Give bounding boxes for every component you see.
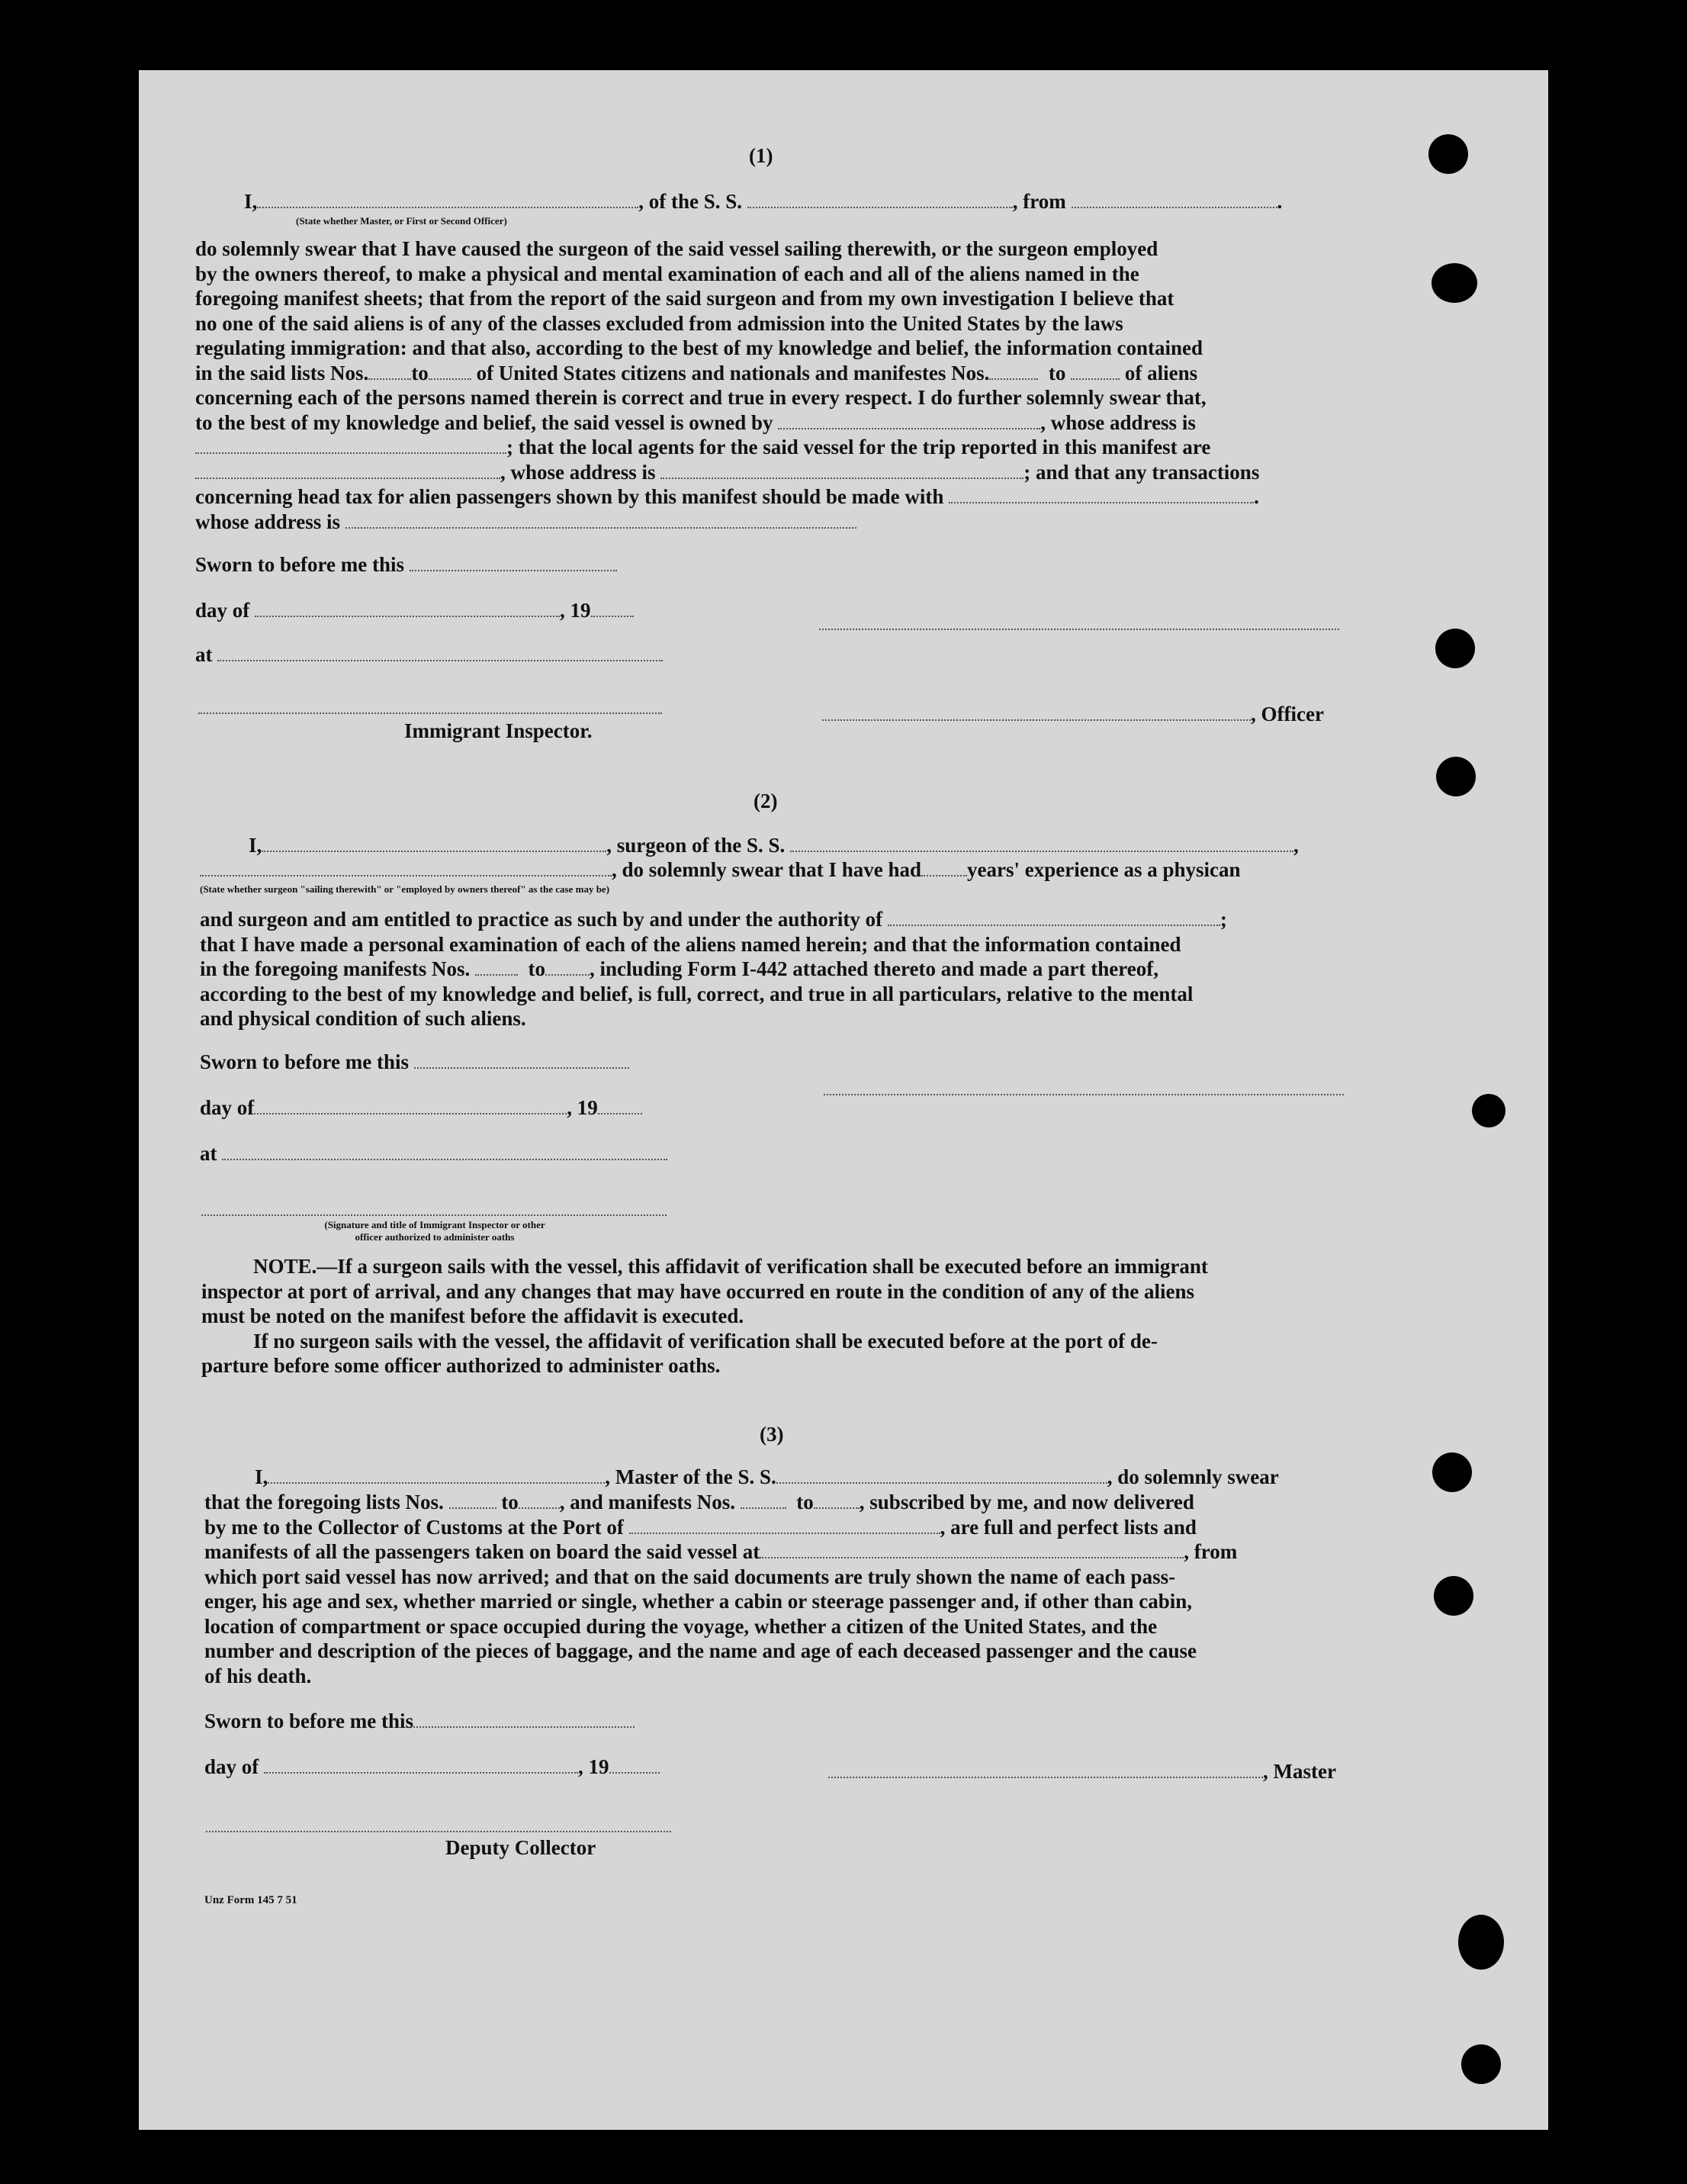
body-line: according to the best of my knowledge and belief, is full, correct, and true in all particulars, relative to the mental	[200, 982, 1194, 1005]
deputy-signature-line[interactable]	[206, 1831, 671, 1832]
body-line: regulating immigration: and that also, according to the best of my knowledge and belief, the information contained	[195, 336, 1203, 359]
surgeon-status-field[interactable]	[200, 858, 612, 876]
body-line: that I have made a personal examination of each of the aliens named herein; and that the information contained	[200, 932, 1181, 956]
at-label: at	[200, 1141, 667, 1166]
agent-address-line: , whose address is ; and that any transactions	[195, 460, 1339, 485]
body-line: and physical condition of such aliens.	[200, 1007, 526, 1030]
authority-field[interactable]	[888, 908, 1220, 926]
section-1-intro-line: I, , of the S. S. , from .	[244, 190, 1283, 213]
master-note: (State whether Master, or First or Second Officer)	[296, 215, 507, 227]
note-line: If no surgeon sails with the vessel, the affidavit of verification shall be executed before at the port of de-	[253, 1329, 1158, 1353]
body-line: no one of the said aliens is of any of the classes excluded from admission into the United States by the laws	[195, 311, 1123, 335]
month-field[interactable]	[254, 1096, 567, 1115]
section-2-intro-line: I, , surgeon of the S. S. ,	[249, 834, 1299, 857]
vessel-name-field[interactable]	[790, 834, 1293, 852]
list-to-field[interactable]	[429, 362, 471, 380]
signature-note: (Signature and title of Immigrant Inspector or other officer authorized to administer oaths	[324, 1219, 545, 1243]
note-block	[201, 1254, 1345, 1378]
punch-hole	[1435, 629, 1475, 668]
punch-hole	[1428, 134, 1468, 174]
officer-name-field[interactable]	[257, 190, 638, 208]
manifests-line: in the foregoing manifests Nos. to , including Form I-442 attached thereto and made a part thereof,	[200, 957, 1158, 980]
body-line: of his death.	[204, 1664, 312, 1687]
section-2-heading: (2)	[754, 790, 778, 812]
note-line: inspector at port of arrival, and any changes that may have occurred en route in the condition of any of the aliens	[201, 1279, 1194, 1303]
officer-signature-field[interactable]	[822, 703, 1251, 721]
sworn-label: Sworn to before me this	[204, 1709, 635, 1733]
years-field[interactable]	[921, 858, 967, 876]
departure-port-field[interactable]	[1072, 190, 1277, 208]
local-agents-field[interactable]	[195, 461, 500, 479]
sworn-label: Sworn to before me this	[195, 552, 617, 577]
owner-field[interactable]	[778, 411, 1040, 429]
punch-hole	[1461, 2044, 1501, 2084]
head-tax-line: concerning head tax for alien passengers shown by this manifest should be made with .	[195, 485, 1259, 508]
manifest-to-field[interactable]	[814, 1491, 860, 1509]
body-line: number and description of the pieces of baggage, and the name and age of each deceased passenger and the cause	[204, 1639, 1197, 1662]
month-field[interactable]	[264, 1755, 578, 1774]
section-3-body	[204, 1490, 1348, 1688]
punch-hole	[1434, 1576, 1473, 1616]
master-signature: , Master	[828, 1759, 1336, 1784]
agent-address-field[interactable]	[660, 461, 1023, 479]
body-line: concerning each of the persons named therein is correct and true in every respect. I do further solemnly swear that,	[195, 386, 1207, 409]
lists-line: in the said lists Nos. to of United States citizens and nationals and manifestes Nos. to of aliens	[195, 361, 1198, 384]
head-tax-address-line: whose address is	[195, 510, 1339, 535]
punch-hole	[1436, 757, 1476, 796]
day-of-label: day of , 19	[195, 598, 634, 622]
section-3-intro-line: I, , Master of the S. S. , do solemnly swear	[255, 1465, 1279, 1488]
surgeon-signature-line[interactable]	[824, 1094, 1344, 1095]
manifest-from-field[interactable]	[741, 1491, 786, 1509]
note-line: parture before some officer authorized to administer oaths.	[201, 1354, 721, 1377]
at-place-field[interactable]	[222, 1142, 667, 1160]
from-label: , from	[1012, 190, 1066, 213]
section-1-heading: (1)	[749, 144, 773, 167]
year-field[interactable]	[598, 1096, 642, 1115]
deputy-collector-label: Deputy Collector	[445, 1836, 596, 1859]
surgeon-name-field[interactable]	[262, 834, 606, 852]
month-field[interactable]	[255, 599, 560, 617]
officer-signature: , Officer	[822, 702, 1324, 726]
body-line: by the owners thereof, to make a physical and mental examination of each and all of the aliens named in the	[195, 262, 1139, 285]
manifest-to-field[interactable]	[1071, 362, 1120, 380]
head-tax-address-field[interactable]	[345, 510, 856, 529]
sworn-date-field[interactable]	[414, 1050, 629, 1069]
agents-line: ; that the local agents for the said vessel for the trip reported in this manifest are	[195, 435, 1339, 460]
year-field[interactable]	[591, 599, 634, 617]
boarding-line: manifests of all the passengers taken on board the said vessel at , from	[204, 1540, 1238, 1563]
owner-address-field[interactable]	[195, 436, 506, 454]
list-from-field[interactable]	[449, 1491, 496, 1509]
manifest-from-field[interactable]	[475, 957, 518, 976]
punch-hole	[1432, 1452, 1472, 1492]
section-3-heading: (3)	[760, 1423, 784, 1446]
form-id: Unz Form 145 7 51	[204, 1894, 297, 1906]
note-line: must be noted on the manifest before the affidavit is executed.	[201, 1304, 744, 1327]
punch-hole	[1458, 1915, 1504, 1970]
sworn-date-field[interactable]	[410, 553, 617, 571]
manifest-to-field[interactable]	[545, 957, 590, 976]
boarding-port-field[interactable]	[760, 1540, 1184, 1558]
manifest-from-field[interactable]	[989, 362, 1038, 380]
at-place-field[interactable]	[217, 643, 663, 661]
port-field[interactable]	[629, 1516, 940, 1534]
day-of-label: day of , 19	[204, 1755, 660, 1779]
body-line: location of compartment or space occupied during the voyage, whether a citizen of the United States, and the	[204, 1614, 1158, 1638]
authority-line: and surgeon and am entitled to practice as such by and under the authority of ;	[200, 908, 1227, 931]
experience-line: , do solemnly swear that I have had years' experience as a physican	[200, 857, 1241, 882]
head-tax-agent-field[interactable]	[949, 485, 1254, 503]
section-2-body	[200, 907, 1344, 1031]
punch-hole	[1472, 1094, 1505, 1127]
owner-line: to the best of my knowledge and belief, the said vessel is owned by , whose address is	[195, 410, 1196, 434]
master-signature-field[interactable]	[828, 1760, 1263, 1778]
officer-signature-line-upper[interactable]	[819, 629, 1339, 630]
list-to-field[interactable]	[519, 1491, 560, 1509]
sworn-date-field[interactable]	[413, 1710, 635, 1728]
lists-line: that the foregoing lists Nos. to , and manifests Nos. to , subscribed by me, and now delivered	[204, 1491, 1194, 1513]
master-name-field[interactable]	[268, 1465, 605, 1484]
section-1-body	[195, 236, 1339, 534]
vessel-label: , of the S. S.	[638, 190, 743, 213]
day-of-label: day of , 19	[200, 1095, 642, 1120]
body-line: do solemnly swear that I have caused the surgeon of the said vessel sailing therewith, or the surgeon employed	[195, 237, 1158, 260]
vessel-name-field[interactable]	[747, 190, 1013, 208]
inspector-signature-line[interactable]	[201, 1214, 667, 1216]
body-line: which port said vessel has now arrived; and that on the said documents are truly shown the name of each pass-	[204, 1565, 1176, 1588]
list-from-field[interactable]	[368, 362, 411, 380]
surgeon-note: (State whether surgeon "sailing therewith" or "employed by owners thereof" as the case may be)	[200, 883, 610, 895]
sworn-label: Sworn to before me this	[200, 1050, 629, 1074]
inspector-signature-line[interactable]	[198, 712, 662, 714]
body-line: enger, his age and sex, whether married or single, whether a cabin or steerage passenger and, if other than cabin,	[204, 1590, 1192, 1613]
pronoun-label: I,	[244, 190, 258, 213]
year-field[interactable]	[609, 1755, 660, 1774]
vessel-name-field[interactable]	[776, 1465, 1107, 1484]
punch-hole	[1432, 263, 1477, 303]
port-line: by me to the Collector of Customs at the Port of , are full and perfect lists and	[204, 1515, 1197, 1539]
at-label: at	[195, 642, 663, 667]
body-line: foregoing manifest sheets; that from the report of the said surgeon and from my own investigation I believe that	[195, 287, 1174, 310]
note-line: NOTE.—If a surgeon sails with the vessel, this affidavit of verification shall be executed before an immigrant	[253, 1255, 1208, 1278]
inspector-label: Immigrant Inspector.	[404, 719, 593, 742]
